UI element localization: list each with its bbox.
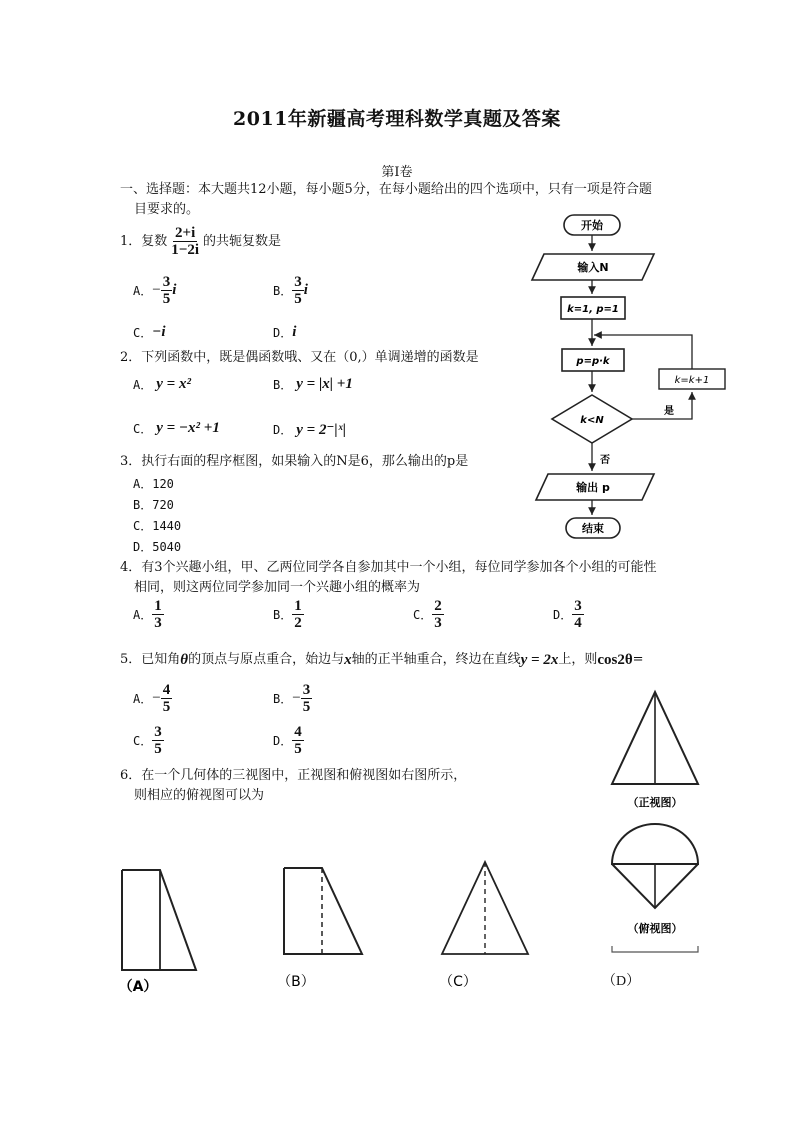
flow-no-label: 否 [600,455,610,466]
q6-figure-b [270,858,370,996]
flow-init-label: k=1, p=1 [567,304,619,315]
q3-option-a: A．120 [133,477,174,491]
q6-figure-c [430,858,530,996]
part-intro-line1: 一、选择题：本大题共12小题，每小题5分，在每小题给出的四个选项中，只有一项是符合题 [120,182,652,197]
flowchart-diagram [526,206,736,546]
section-heading: 第I卷 [381,165,413,180]
q1-option-b: B． $\frac{3}{5}$ i [273,274,308,307]
question-4-line1: 4．有3个兴趣小组，甲、乙两位同学各自参加其中一个小组，每位同学参加各个小组的可能性 [120,560,657,575]
q3-option-c: C．1440 [133,519,182,533]
front-view-figure [600,686,710,816]
q1-frac-den: 1−2i [171,242,199,258]
q1-option-a: A． − $\frac{3}{5}$ i [133,274,177,307]
q6-figure-a-label: （A） [118,979,158,995]
question-3: 3．执行右面的程序框图，如果输入的N是6，那么输出的p是 [120,454,469,469]
flow-yes-label: 是 [664,406,674,417]
q5-option-a: A． − $\frac{4}{5}$ [133,682,171,715]
question-1 [120,225,281,258]
q6-figure-a [110,858,200,996]
q1-fraction [169,225,201,258]
q5-option-b: B． − $\frac{3}{5}$ [273,682,311,715]
top-view-caption: （俯视图） [627,922,683,935]
question-6-line2: 则相应的俯视图可以为 [134,788,265,803]
q4-option-d: D． $\frac{3}{4}$ [553,598,582,631]
q5-option-d: D． $\frac{4}{5}$ [273,724,302,757]
flow-output-label: 输出 p [576,481,610,494]
q1-frac-num: 2+i [175,225,196,241]
q2-option-c: C． y = −x² +1 [133,420,220,436]
q5-option-c: C． $\frac{3}{5}$ [133,724,162,757]
q4-option-b: B． $\frac{1}{2}$ [273,598,302,631]
q1-option-d: D． i [273,324,297,340]
q6-figure-d-label: （D） [602,974,641,989]
flow-start-label: 开始 [581,219,603,232]
q2-option-a: A． y = x² [133,376,191,392]
question-4-line2: 相同，则这两位同学参加同一个兴趣小组的概率为 [134,580,421,595]
question-6-line1: 6．在一个几何体的三视图中，正视图和俯视图如右图所示， [120,768,467,783]
q1-option-c: C． −i [133,324,166,340]
flow-assign-label: p=p·k [576,356,610,367]
q2-option-d: D． y = 2⁻|ˣ| [273,422,347,438]
question-2: 2．下列函数中，既是偶函数哦、又在（0,）单调递增的函数是 [120,350,479,365]
q3-option-b: B．720 [133,498,174,512]
q3-option-d: D．5040 [133,540,182,554]
q6-figure-b-label: （B） [277,974,315,990]
flow-condition-label: k<N [580,415,604,426]
q6-figure-c-label: （C） [439,974,477,990]
q1-tail: 的共轭复数是 [203,233,282,249]
part-intro-line2: 目要求的。 [134,202,200,217]
page-title: 2011年新疆高考理科数学真题及答案 [233,108,561,130]
q1-number: 1．复数 [120,233,168,249]
q4-option-c: C． $\frac{2}{3}$ [413,598,442,631]
front-view-caption: （正视图） [627,796,683,809]
top-view-figure [600,820,710,960]
flow-end-label: 结束 [582,522,604,535]
q4-option-a: A． $\frac{1}{3}$ [133,598,162,631]
flow-input-label: 输入N [577,261,609,274]
question-5: 5．已知角 θ 的顶点与原点重合，始边与 x 轴的正半轴重合，终边在直线 y = 2x 上，则 cos2θ = [120,652,644,668]
flow-increment-label: k=k+1 [674,375,710,386]
q2-option-b: B． y = |x| +1 [273,376,353,392]
